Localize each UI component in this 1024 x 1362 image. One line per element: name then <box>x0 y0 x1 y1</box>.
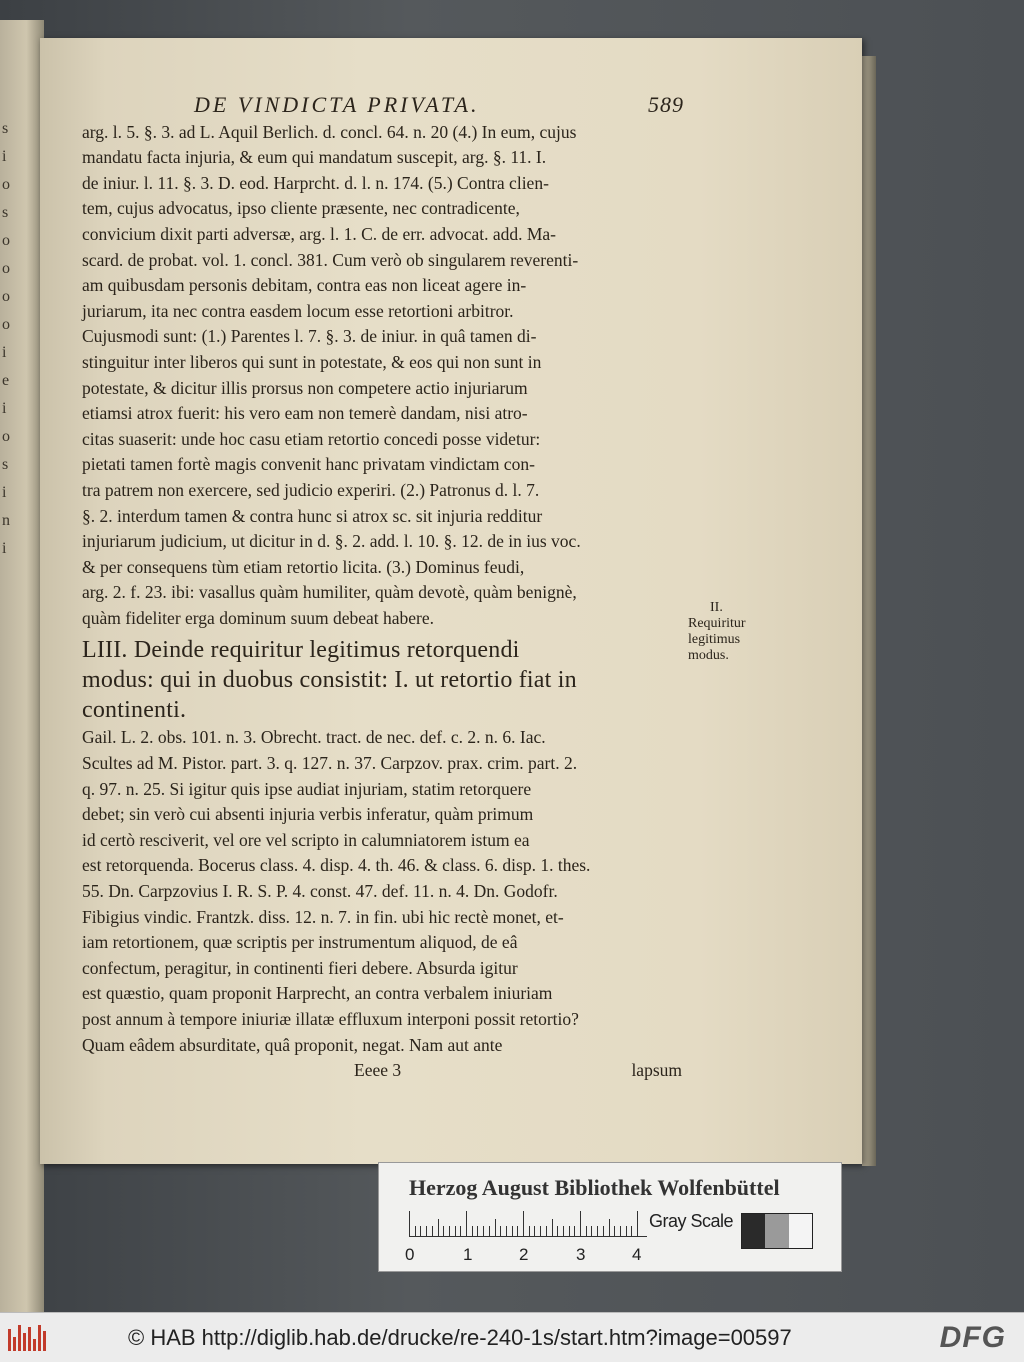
ruler-tick <box>546 1226 547 1237</box>
previous-page-glyph: o <box>2 176 10 193</box>
ruler-tick <box>534 1226 535 1237</box>
ruler-tick <box>455 1226 456 1237</box>
previous-page-glyph: i <box>2 148 7 165</box>
dfg-logo: DFG <box>939 1321 1006 1354</box>
ruler-tick <box>426 1226 427 1237</box>
ruler-tick <box>557 1226 558 1237</box>
text-line: tra patrem non exercere, sed judicio experiri. (2.) Patronus d. l. 7. <box>82 479 540 500</box>
previous-page-glyph: o <box>2 232 10 249</box>
running-title: DE VINDICTA PRIVATA. <box>194 92 480 117</box>
text-line: arg. 2. f. 23. ibi: vasallus quàm humiliter, quàm devotè, quàm benignè, <box>82 582 577 603</box>
ruler-tick <box>489 1226 490 1237</box>
ruler-tick <box>569 1226 570 1237</box>
previous-page-glyph: e <box>2 372 10 389</box>
ruler-tick <box>614 1226 615 1237</box>
measurement-ruler <box>409 1211 647 1237</box>
marginal-note-line: modus. <box>688 648 729 663</box>
ruler-tick <box>574 1226 575 1237</box>
ruler-number: 1 <box>463 1245 473 1264</box>
text-line: convicium dixit parti adversæ, arg. l. 1. C. de err. advocat. add. Ma- <box>82 223 556 244</box>
previous-page-glyph: o <box>2 428 10 445</box>
ruler-tick <box>438 1219 439 1237</box>
previous-page-glyph: i <box>2 400 7 417</box>
page-stack-edge <box>862 56 876 1166</box>
ruler-tick <box>529 1226 530 1237</box>
text-line: etiamsi atrox fuerit: his vero eam non temerè dandam, nisi atro- <box>82 403 528 424</box>
heading-line: LIII. Deinde requiritur legitimus retorquendi <box>82 637 520 664</box>
text-line: stinguitur inter liberos qui sunt in potestate, & eos qui non sunt in <box>82 351 542 372</box>
paragraph-block-2 <box>82 725 682 1058</box>
marginal-note <box>688 600 798 664</box>
previous-page-glyph: o <box>2 260 10 277</box>
text-line: id certò resciverit, vel ore vel scripto in calumniatorem istum ea <box>82 829 530 850</box>
hab-logo-icon <box>8 1325 52 1351</box>
ruler-number: 3 <box>576 1245 586 1264</box>
paragraph-block-1 <box>82 120 682 632</box>
ruler-tick <box>483 1226 484 1237</box>
marginal-note-line: Requiritur <box>688 616 746 631</box>
gray-swatch-mid <box>765 1214 788 1248</box>
ruler-tick <box>449 1226 450 1237</box>
signature-mark: Eeee 3 <box>354 1060 402 1081</box>
ruler-tick <box>597 1226 598 1237</box>
ruler-tick <box>443 1226 444 1237</box>
text-line: est retorquenda. Bocerus class. 4. disp. 4. th. 46. & class. 6. disp. 1. thes. <box>82 855 591 876</box>
text-line: iam retortionem, quæ scriptis per instrumentum aliquod, de eâ <box>82 932 518 953</box>
ruler-tick <box>603 1226 604 1237</box>
ruler-tick <box>626 1226 627 1237</box>
ruler-tick <box>563 1226 564 1237</box>
logo-bar <box>23 1333 26 1351</box>
page-number: 589 <box>648 92 684 117</box>
ruler-tick <box>415 1226 416 1237</box>
logo-bar <box>38 1325 41 1351</box>
text-line: Fibigius vindic. Frantzk. diss. 12. n. 7. in fin. ubi hic rectè monet, et- <box>82 906 564 927</box>
ruler-tick <box>586 1226 587 1237</box>
previous-page-glyph: o <box>2 316 10 333</box>
library-name: Herzog August Bibliothek Wolfenbüttel <box>409 1175 780 1200</box>
previous-page-glyph: o <box>2 288 10 305</box>
text-line: am quibusdam personis debitam, contra eas non liceat agere in- <box>82 275 527 296</box>
ruler-tick <box>409 1211 410 1237</box>
ruler-number: 2 <box>519 1245 529 1264</box>
ruler-tick <box>631 1226 632 1237</box>
ruler-tick <box>432 1226 433 1237</box>
ruler-tick <box>495 1219 496 1237</box>
text-line: potestate, & dicitur illis prorsus non competere actio injuriarum <box>82 377 528 398</box>
logo-bar <box>43 1331 46 1351</box>
text-line: pietati tamen fortè magis convenit hanc privatam vindictam con- <box>82 454 535 475</box>
heading-line: continenti. <box>82 697 187 724</box>
text-line: q. 97. n. 25. Si igitur quis ipse audiat injuriam, statim retorquere <box>82 778 532 799</box>
text-line: injuriarum judicium, ut dicitur in d. §. 2. add. l. 10. §. 12. de in ius voc. <box>82 531 581 552</box>
text-line: post annum à tempore iniuriæ illatæ effluxum interponi possit retortio? <box>82 1009 579 1029</box>
previous-page-edge <box>0 20 44 1320</box>
ruler-tick <box>460 1226 461 1237</box>
ruler-tick <box>523 1211 524 1237</box>
text-line: citas suaserit: unde hoc casu etiam retortio concedi posse videtur: <box>82 428 541 449</box>
text-line: juriarum, ita nec contra easdem locum esse retortioni arbitror. <box>82 300 514 321</box>
previous-page-glyph: i <box>2 344 7 361</box>
text-line: confectum, peragitur, in continenti fieri debere. Absurda igitur <box>82 957 518 978</box>
catchword: lapsum <box>631 1060 682 1081</box>
gray-scale-label: Gray Scale <box>649 1211 734 1231</box>
ruler-tick <box>512 1226 513 1237</box>
text-line: Scultes ad M. Pistor. part. 3. q. 127. n. 37. Carpzov. prax. crim. part. 2. <box>82 753 578 774</box>
text-line: arg. l. 5. §. 3. ad L. Aquil Berlich. d. concl. 64. n. 20 (4.) In eum, cujus <box>82 121 577 142</box>
gray-scale-swatches <box>741 1213 813 1249</box>
footer-bar <box>0 1312 1024 1362</box>
text-line: scard. de probat. vol. 1. concl. 381. Cum verò ob singularem reverenti- <box>82 249 579 270</box>
ruler-tick <box>477 1226 478 1237</box>
ruler-tick <box>466 1211 467 1237</box>
text-line: de iniur. l. 11. §. 3. D. eod. Harprcht. d. l. n. 174. (5.) Contra clien- <box>82 172 549 193</box>
catchline <box>82 1058 682 1084</box>
ruler-number: 4 <box>632 1245 642 1264</box>
text-line: 55. Dn. Carpzovius I. R. S. P. 4. const. 47. def. 11. n. 4. Dn. Godofr. <box>82 881 558 902</box>
page-text <box>82 92 682 1084</box>
text-line: §. 2. interdum tamen & contra hunc si atrox sc. sit injuria redditur <box>82 505 543 526</box>
text-line: tem, cujus advocatus, ipso cliente præsente, nec contradicente, <box>82 198 520 219</box>
library-label <box>378 1162 842 1272</box>
ruler-tick <box>591 1226 592 1237</box>
ruler-tick <box>472 1226 473 1237</box>
text-line: & per consequens tùm etiam retortio licita. (3.) Dominus feudi, <box>82 556 525 577</box>
footer-credit-link[interactable]: © HAB http://diglib.hab.de/drucke/re-240-1s/start.htm?image=00597 <box>128 1325 792 1350</box>
logo-bar <box>28 1327 31 1351</box>
text-line: Gail. L. 2. obs. 101. n. 3. Obrecht. tract. de nec. def. c. 2. n. 6. Iac. <box>82 727 546 748</box>
ruler-tick <box>506 1226 507 1237</box>
text-line: quàm fideliter erga dominum suum debeat habere. <box>82 607 434 628</box>
ruler-tick <box>500 1226 501 1237</box>
ruler-tick <box>517 1226 518 1237</box>
logo-bar <box>8 1329 11 1351</box>
previous-page-glyph: i <box>2 540 7 557</box>
text-line: est quæstio, quam proponit Harprecht, an contra verbalem iniuriam <box>82 983 553 1004</box>
ruler-tick <box>420 1226 421 1237</box>
marginal-note-line: II. <box>710 600 723 615</box>
ruler-tick <box>637 1211 638 1237</box>
logo-bar <box>33 1339 36 1351</box>
running-header <box>194 92 682 118</box>
previous-page-glyph: s <box>2 120 9 137</box>
text-line: Cujusmodi sunt: (1.) Parentes l. 7. §. 3. de iniur. in quâ tamen di- <box>82 326 537 347</box>
heading-line: modus: qui in duobus consistit: I. ut retortio fiat in <box>82 667 577 694</box>
ruler-tick <box>552 1219 553 1237</box>
marginal-note-line: legitimus <box>688 632 741 647</box>
ruler-tick <box>580 1211 581 1237</box>
section-heading <box>82 635 682 725</box>
previous-page-glyph: s <box>2 204 9 221</box>
previous-page-glyph: s <box>2 456 9 473</box>
text-line: mandatu facta injuria, & eum qui mandatum suscepit, arg. §. 11. I. <box>82 147 547 168</box>
text-line: debet; sin verò cui absenti injuria verbis inferatur, quàm primum <box>82 804 534 825</box>
ruler-tick <box>540 1226 541 1237</box>
text-line: Quam eâdem absurditate, quâ proponit, negat. Nam aut ante <box>82 1034 503 1055</box>
previous-page-glyph: n <box>2 512 10 529</box>
gray-swatch-light <box>789 1214 812 1248</box>
ruler-number: 0 <box>405 1245 415 1264</box>
logo-bar <box>13 1337 16 1351</box>
previous-page-glyph: i <box>2 484 7 501</box>
gray-swatch-dark <box>742 1214 765 1248</box>
ruler-tick <box>620 1226 621 1237</box>
logo-bar <box>18 1325 21 1351</box>
ruler-tick <box>609 1219 610 1237</box>
